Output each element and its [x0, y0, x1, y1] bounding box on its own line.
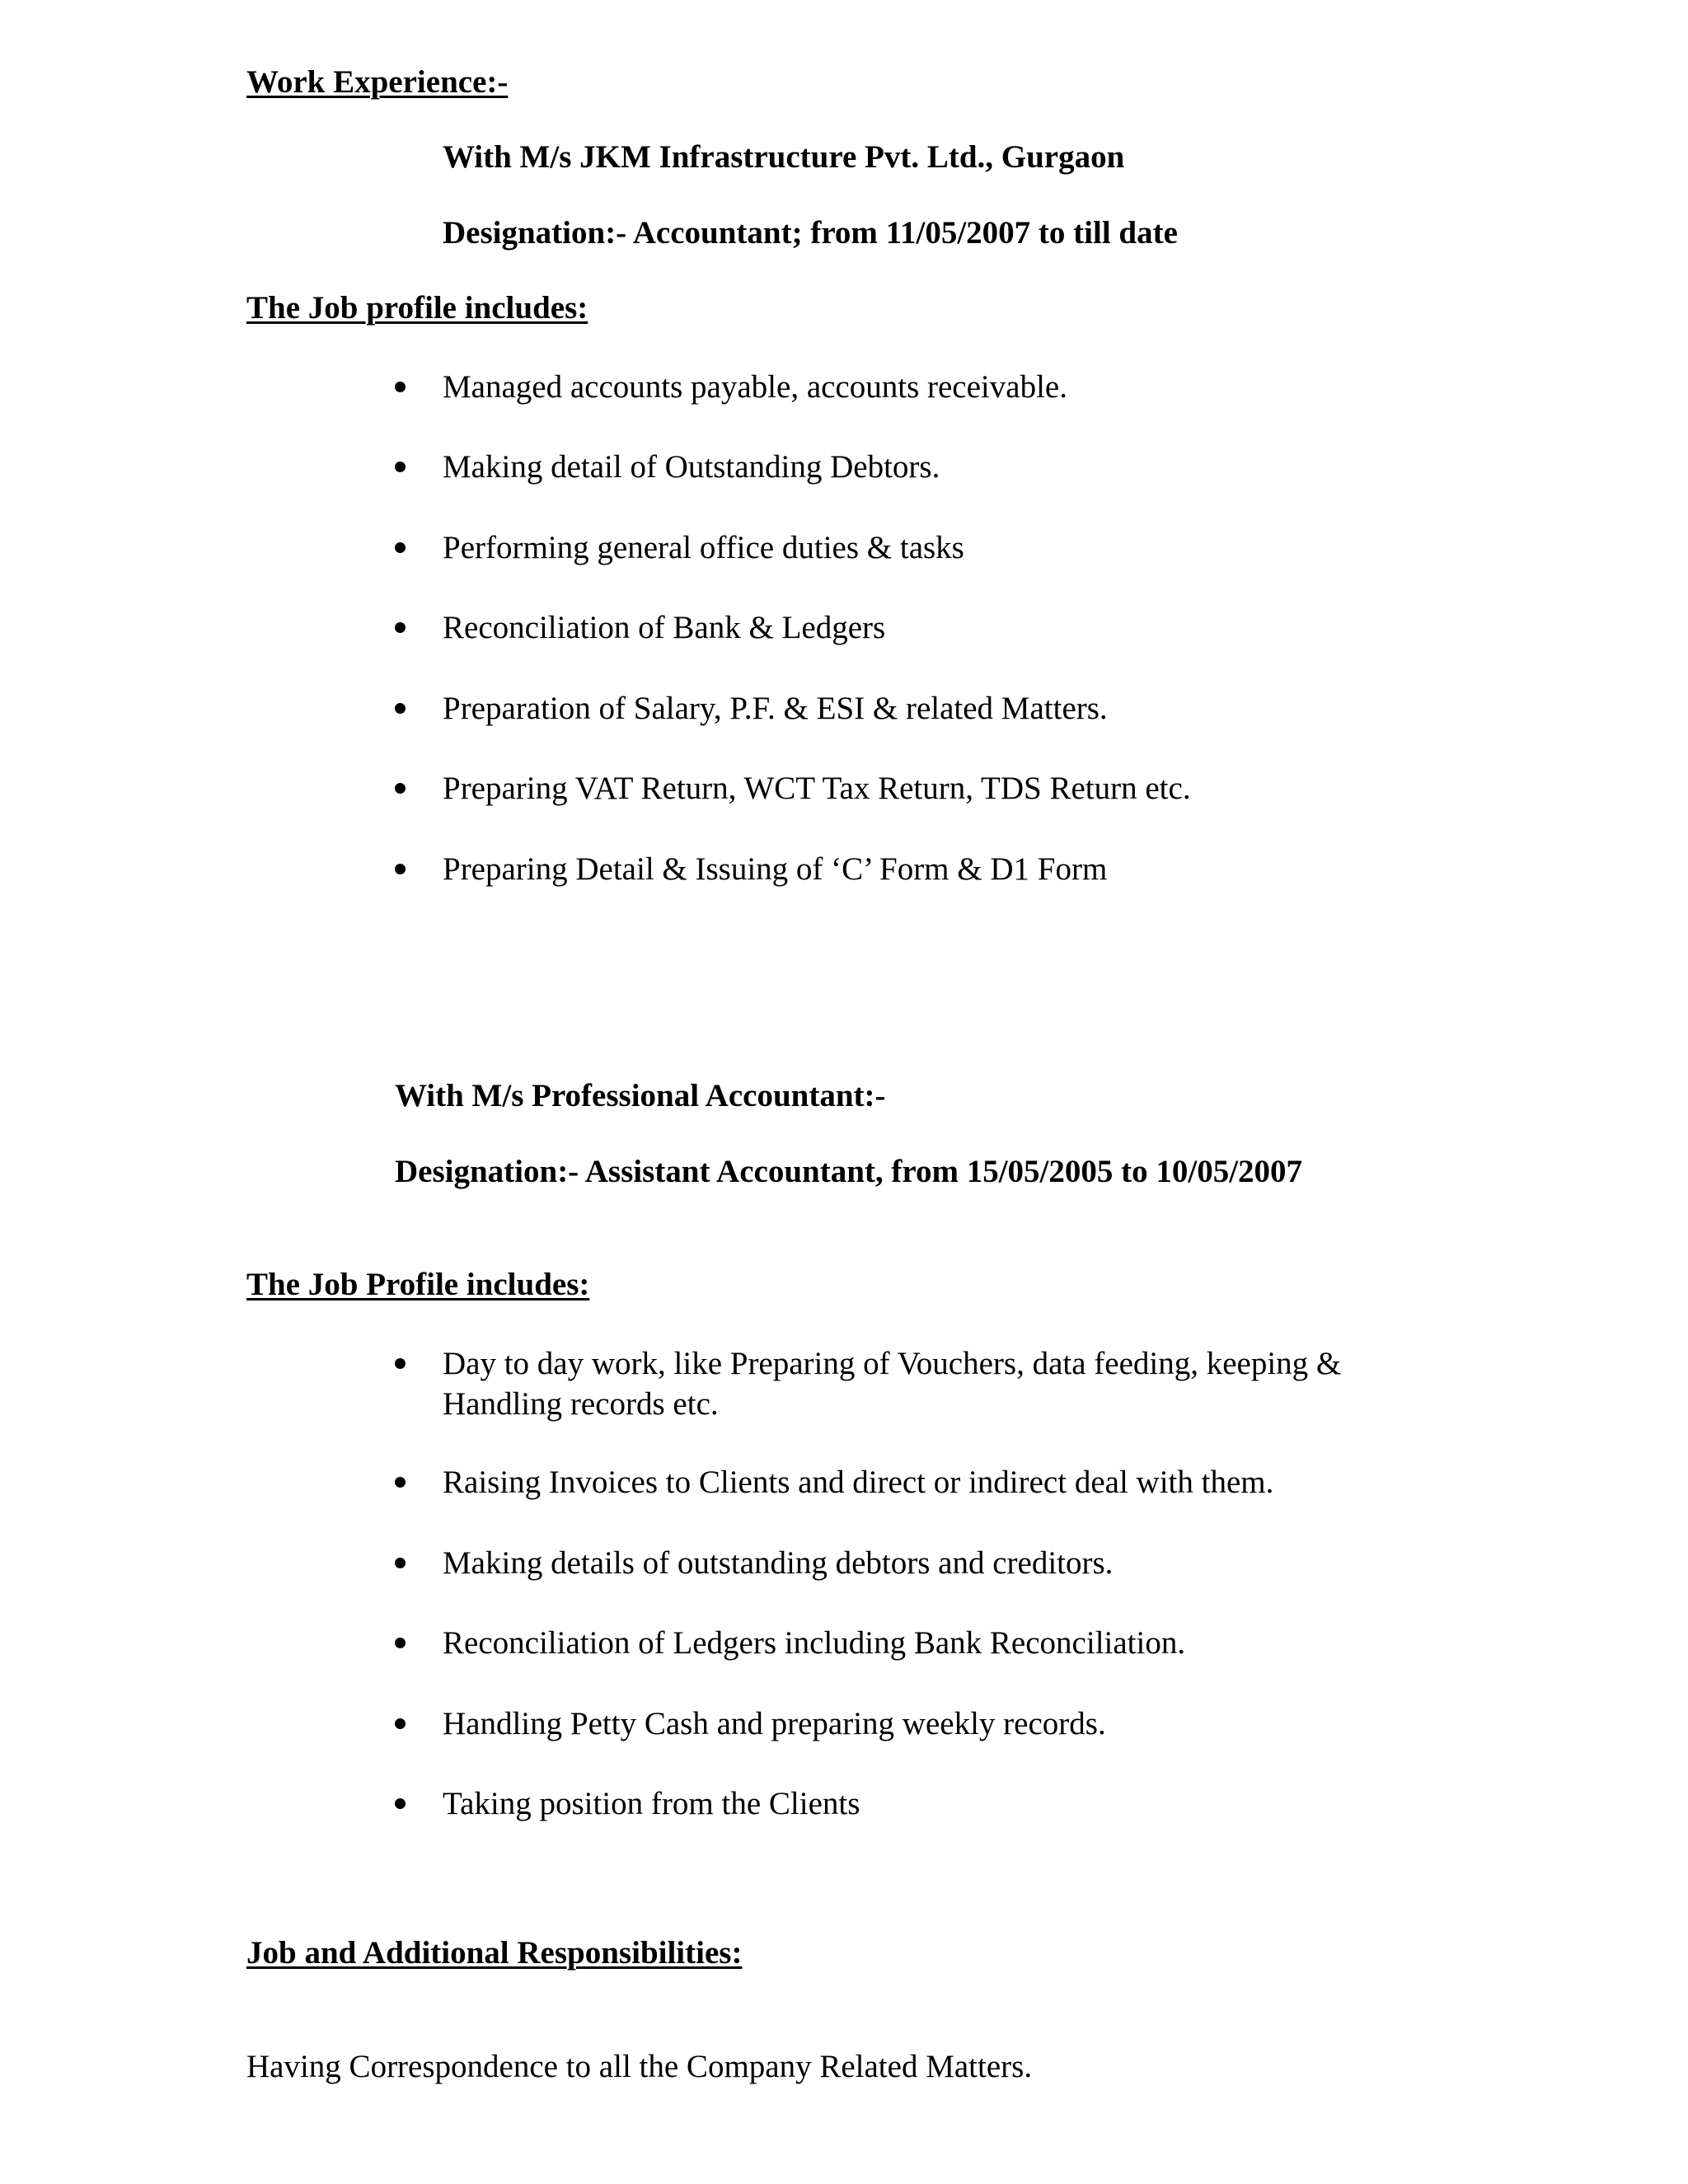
- list-item-text: Handling Petty Cash and preparing weekly records.: [443, 1706, 1106, 1741]
- job1-designation: Designation:- Accountant; from 11/05/2007 to till date: [443, 215, 1178, 251]
- bullet-icon: [395, 542, 406, 553]
- bullet-icon: [395, 1358, 406, 1369]
- job1-profile-heading: The Job profile includes:: [246, 290, 588, 326]
- bullet-icon: [395, 703, 406, 714]
- work-experience-heading: Work Experience:-: [246, 64, 509, 100]
- bullet-icon: [395, 1558, 406, 1568]
- list-item-text: Managed accounts payable, accounts receivable.: [443, 369, 1067, 405]
- list-item-text: Preparing VAT Return, WCT Tax Return, TDS Return etc.: [443, 771, 1191, 806]
- bullet-icon: [395, 864, 406, 874]
- list-item-text: Raising Invoices to Clients and direct or indirect deal with them.: [443, 1465, 1274, 1500]
- list-item-text: Making detail of Outstanding Debtors.: [443, 449, 940, 485]
- list-item-text: Preparation of Salary, P.F. & ESI & related Matters.: [443, 691, 1108, 726]
- list-item-text: Performing general office duties & tasks: [443, 530, 964, 565]
- bullet-icon: [395, 1638, 406, 1648]
- bullet-icon: [395, 1798, 406, 1809]
- bullet-icon: [395, 783, 406, 794]
- list-item-text: Making details of outstanding debtors and creditors.: [443, 1545, 1114, 1581]
- list-item-text: Reconciliation of Bank & Ledgers: [443, 610, 886, 645]
- job2-designation: Designation:- Assistant Accountant, from 15/05/2005 to 10/05/2007: [395, 1154, 1303, 1189]
- bullet-icon: [395, 462, 406, 472]
- list-item-text: Taking position from the Clients: [443, 1786, 860, 1821]
- job2-profile-heading: The Job Profile includes:: [246, 1267, 590, 1302]
- additional-responsibilities-heading: Job and Additional Responsibilities:: [246, 1935, 743, 1971]
- list-item-text: Preparing Detail & Issuing of ‘C’ Form & D1 Form: [443, 851, 1108, 887]
- bullet-icon: [395, 1477, 406, 1488]
- list-item-text-continued: Handling records etc.: [443, 1386, 719, 1422]
- job1-company: With M/s JKM Infrastructure Pvt. Ltd., Gurgaon: [443, 139, 1125, 175]
- list-item-text: Reconciliation of Ledgers including Bank Reconciliation.: [443, 1625, 1186, 1661]
- bullet-icon: [395, 1718, 406, 1729]
- bullet-icon: [395, 382, 406, 392]
- bullet-icon: [395, 622, 406, 633]
- list-item-text: Day to day work, like Preparing of Vouchers, data feeding, keeping &: [443, 1346, 1342, 1381]
- additional-responsibilities-text: Having Correspondence to all the Company Related Matters.: [246, 2049, 1033, 2084]
- job2-company: With M/s Professional Accountant:-: [395, 1078, 886, 1113]
